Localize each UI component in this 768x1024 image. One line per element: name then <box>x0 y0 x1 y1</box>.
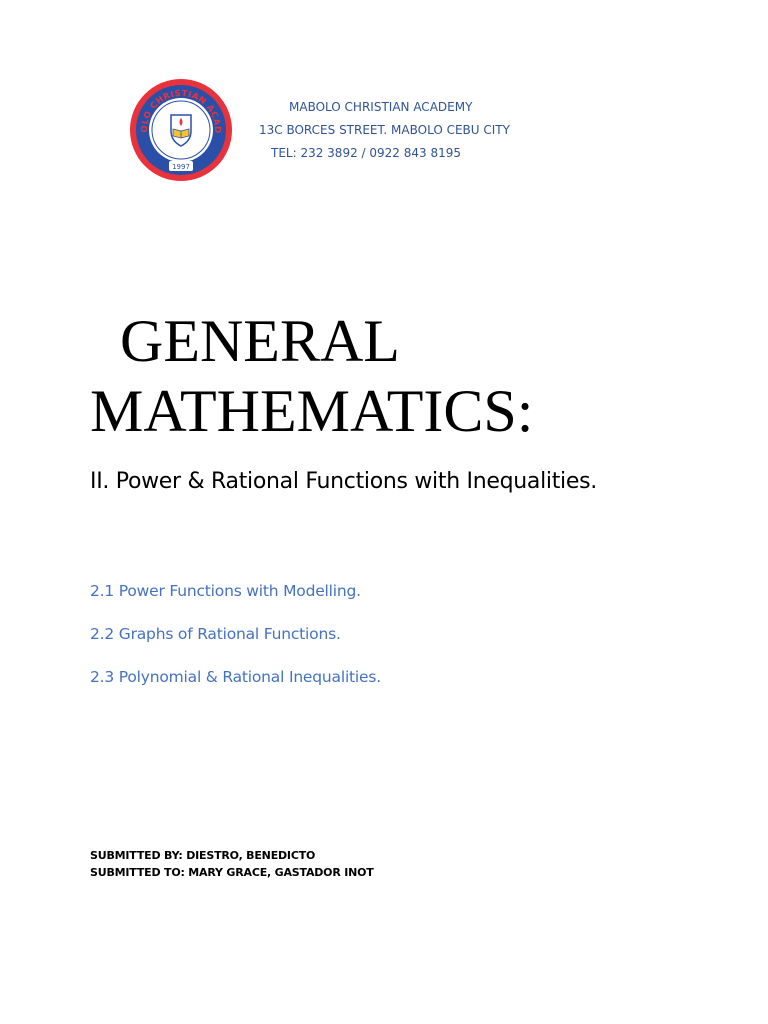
seal-ring-text: OLO CHRISTIAN ACAD <box>139 88 223 134</box>
school-name: MABOLO CHRISTIAN ACADEMY <box>289 100 473 114</box>
topic-item: 2.2 Graphs of Rational Functions. <box>90 625 341 643</box>
topic-item: 2.1 Power Functions with Modelling. <box>90 582 361 600</box>
school-seal-icon <box>128 77 234 183</box>
title-line-2: MATHEMATICS: <box>90 378 534 444</box>
submitted-to: SUBMITTED TO: MARY GRACE, GASTADOR INOT <box>90 866 374 879</box>
seal-year: 1997 <box>172 163 190 171</box>
school-header <box>250 96 520 165</box>
topics-list <box>90 570 381 699</box>
title-line-1: GENERAL <box>120 308 400 374</box>
submitted-by: SUBMITTED BY: DIESTRO, BENEDICTO <box>90 849 316 862</box>
topic-item: 2.3 Polynomial & Rational Inequalities. <box>90 668 381 686</box>
school-address: 13C BORCES STREET. MABOLO CEBU CITY <box>259 123 510 137</box>
school-telephone: TEL: 232 3892 / 0922 843 8195 <box>271 146 461 160</box>
document-title <box>90 306 533 446</box>
document-subtitle: II. Power & Rational Functions with Inequalities. <box>90 469 597 494</box>
school-logo <box>128 77 234 183</box>
submission-info <box>90 847 374 881</box>
